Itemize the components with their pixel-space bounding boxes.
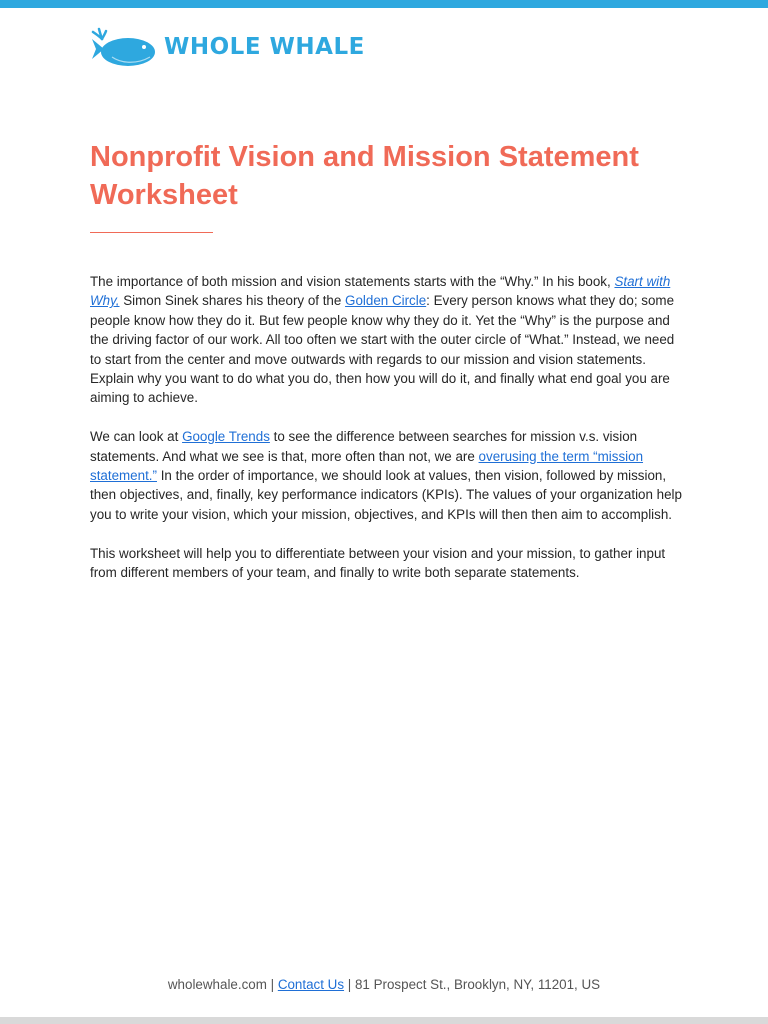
footer-address: 81 Prospect St., Brooklyn, NY, 11201, US [354, 977, 601, 992]
paragraph-intro [90, 272, 682, 408]
document-body [90, 272, 682, 602]
paragraph-text: Simon Sinek shares his theory of the [119, 293, 346, 309]
logo[interactable] [90, 27, 365, 67]
page-title: Nonprofit Vision and Mission Statement Worksheet [90, 141, 639, 211]
footer-separator: | [344, 977, 355, 992]
paragraph-worksheet: This worksheet will help you to differentiate between your vision and your mission, to gather input from different members of your team, and finally to write both separate statements. [90, 545, 666, 581]
footer [0, 976, 768, 994]
title-divider [90, 232, 213, 233]
whale-icon [90, 27, 156, 67]
brand-name: WHOLE WHALE [164, 33, 365, 60]
overusing-mission-statement-link[interactable]: overusing the term “mission statement.” [90, 448, 644, 484]
top-accent-bar [0, 0, 768, 8]
paragraph-text: We can look at [90, 429, 183, 445]
footer-separator: | [266, 977, 278, 992]
paragraph-text: : Every person knows what they do; some people know how they do it. But few people know why they do it. Yet the “Why” is the purpose and the driving factor of our work. All too often we start with the outer circle of “What.” Instead, we need to start from the center and move outwards with regards to our mission and vision statements. Explain why you want to do what you do, then how you will do it, and finally what end goal you are aiming to achieve. [90, 293, 675, 406]
contact-us-link[interactable]: Contact Us [277, 977, 345, 992]
start-with-why-link[interactable]: Start with Why, [90, 274, 671, 309]
paragraph-text: to see the difference between searches for mission v.s. vision statements. And what we see is that, more often than not, we are [90, 429, 638, 464]
google-trends-link[interactable]: Google Trends [182, 429, 270, 445]
paragraph-text: In the order of importance, we should look at values, then vision, followed by mission, then objectives, and, finally, key performance indicators (KPIs). The values of your organization help you to write your vision, which your mission, objectives, and KPIs will then then aim to accomplish. [90, 468, 682, 522]
paragraph-trends [90, 427, 682, 524]
paragraph-text: The importance of both mission and vision statements starts with the “Why.” In his book, [90, 274, 615, 289]
footer-site: wholewhale.com [167, 977, 267, 992]
bottom-bar [0, 1017, 768, 1024]
golden-circle-link[interactable]: Golden Circle [345, 293, 427, 309]
